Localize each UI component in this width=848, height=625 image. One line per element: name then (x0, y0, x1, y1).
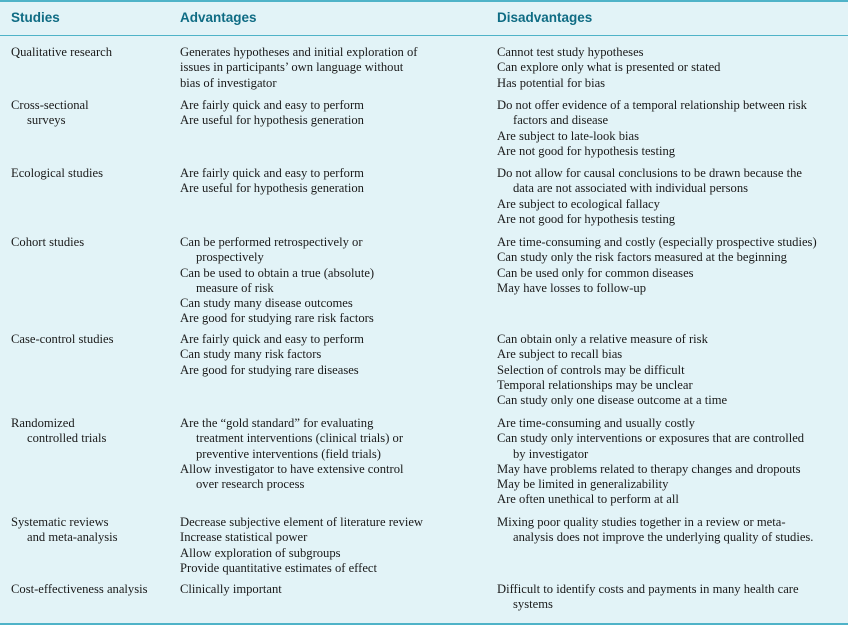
cell-text-line: Are good for studying rare risk factors (180, 311, 374, 326)
cell-text-line: Difficult to identify costs and payments in many health care (497, 582, 799, 596)
cell-text-line: Are often unethical to perform at all (497, 492, 679, 507)
cell-text-line: over research process (196, 477, 305, 492)
cell-text-line: Do not allow for causal conclusions to be drawn because the (497, 166, 802, 180)
cell-text-line: analysis does not improve the underlying quality of studies. (513, 530, 814, 545)
cell-text-line: controlled trials (27, 431, 107, 446)
cell-text-line: May have problems related to therapy changes and dropouts (497, 461, 801, 476)
cell-text-line: Are not good for hypothesis testing (497, 143, 676, 158)
cell-text-line: Generates hypotheses and initial exploration of (180, 45, 418, 59)
cell-text-line: Cohort studies (11, 235, 85, 249)
cell-text-line: Are fairly quick and easy to perform (180, 98, 364, 112)
study-cell (11, 416, 169, 447)
advantages-cell (180, 98, 480, 129)
cell-text-line: Are subject to late-look bias (497, 128, 639, 143)
cell-text-line: Temporal relationships may be unclear (497, 377, 693, 392)
study-cell (11, 166, 169, 181)
disadvantages-cell (497, 582, 842, 613)
cell-text-line: Provide quantitative estimates of effect (180, 560, 378, 575)
advantages-cell (180, 332, 480, 378)
cell-text-line: May be limited in generalizability (497, 477, 669, 492)
study-cell (11, 235, 169, 250)
disadvantages-cell (497, 45, 842, 91)
header-disadvantages: Disadvantages (497, 10, 593, 25)
cell-text-line: Can be used only for common diseases (497, 265, 694, 280)
cell-text-line: Are not good for hypothesis testing (497, 211, 676, 226)
cell-text-line: systems (513, 597, 553, 612)
header-advantages: Advantages (180, 10, 257, 25)
cell-text-line: Can study only one disease outcome at a time (497, 393, 728, 408)
cell-text-line: prospectively (196, 250, 264, 265)
study-cell (11, 45, 169, 60)
cell-text-line: Can explore only what is presented or stated (497, 60, 721, 75)
advantages-cell (180, 515, 480, 576)
study-cell (11, 98, 169, 129)
cell-text-line: Can study many risk factors (180, 347, 322, 362)
cell-text-line: Are useful for hypothesis generation (180, 113, 364, 128)
disadvantages-cell (497, 166, 842, 227)
cell-text-line: and meta-analysis (27, 530, 118, 545)
cell-text-line: Allow exploration of subgroups (180, 545, 341, 560)
cell-text-line: Are subject to recall bias (497, 347, 623, 362)
cell-text-line: Are time-consuming and costly (especially prospective studies) (497, 235, 817, 249)
cell-text-line: Are subject to ecological fallacy (497, 196, 660, 211)
cell-text-line: Allow investigator to have extensive control (180, 461, 404, 476)
cell-text-line: Are good for studying rare diseases (180, 362, 359, 377)
study-cell (11, 332, 169, 347)
cell-text-line: Can be used to obtain a true (absolute) (180, 265, 375, 280)
cell-text-line: Can study only the risk factors measured at the beginning (497, 250, 787, 265)
cell-text-line: Can study only interventions or exposures that are controlled (497, 431, 805, 446)
cell-text-line: May have losses to follow-up (497, 280, 647, 295)
cell-text-line: preventive interventions (field trials) (196, 446, 381, 461)
cell-text-line: data are not associated with individual persons (513, 181, 749, 196)
cell-text-line: surveys (27, 113, 66, 128)
cell-text-line: Increase statistical power (180, 530, 308, 545)
cell-text-line: Can obtain only a relative measure of risk (497, 332, 708, 346)
cell-text-line: Selection of controls may be difficult (497, 362, 685, 377)
cell-text-line: Systematic reviews (11, 515, 109, 529)
advantages-cell (180, 235, 480, 327)
cell-text-line: Cost-effectiveness analysis (11, 582, 148, 596)
cell-text-line: Are useful for hypothesis generation (180, 181, 364, 196)
cell-text-line: by investigator (513, 446, 589, 461)
advantages-cell (180, 166, 480, 197)
advantages-cell (180, 45, 480, 91)
cell-text-line: measure of risk (196, 280, 274, 295)
cell-text-line: Case-control studies (11, 332, 114, 346)
cell-text-line: Are the “gold standard” for evaluating (180, 416, 374, 430)
disadvantages-cell (497, 416, 842, 508)
cell-text-line: Are fairly quick and easy to perform (180, 332, 364, 346)
table-header-row (0, 2, 848, 36)
cell-text-line: bias of investigator (180, 75, 277, 90)
cell-text-line: factors and disease (513, 113, 609, 128)
cell-text-line: Qualitative research (11, 45, 113, 59)
cell-text-line: treatment interventions (clinical trials) or (196, 431, 404, 446)
header-studies: Studies (11, 10, 60, 25)
cell-text-line: Randomized (11, 416, 75, 430)
cell-text-line: Clinically important (180, 582, 282, 596)
disadvantages-cell (497, 515, 842, 546)
cell-text-line: Do not offer evidence of a temporal relationship between risk (497, 98, 807, 112)
disadvantages-cell (497, 235, 842, 296)
disadvantages-cell (497, 332, 842, 408)
cell-text-line: Are fairly quick and easy to perform (180, 166, 364, 180)
cell-text-line: Are time-consuming and usually costly (497, 416, 695, 430)
cell-text-line: issues in participants’ own language without (180, 60, 404, 75)
cell-text-line: Cannot test study hypotheses (497, 45, 644, 59)
study-cell (11, 582, 169, 597)
cell-text-line: Decrease subjective element of literature review (180, 515, 424, 529)
study-cell (11, 515, 169, 546)
cell-text-line: Can be performed retrospectively or (180, 235, 363, 249)
cell-text-line: Has potential for bias (497, 75, 606, 90)
cell-text-line: Ecological studies (11, 166, 103, 180)
advantages-cell (180, 582, 480, 597)
cell-text-line: Can study many disease outcomes (180, 296, 353, 311)
cell-text-line: Mixing poor quality studies together in a review or meta- (497, 515, 786, 529)
disadvantages-cell (497, 98, 842, 159)
advantages-cell (180, 416, 480, 492)
cell-text-line: Cross-sectional (11, 98, 89, 112)
